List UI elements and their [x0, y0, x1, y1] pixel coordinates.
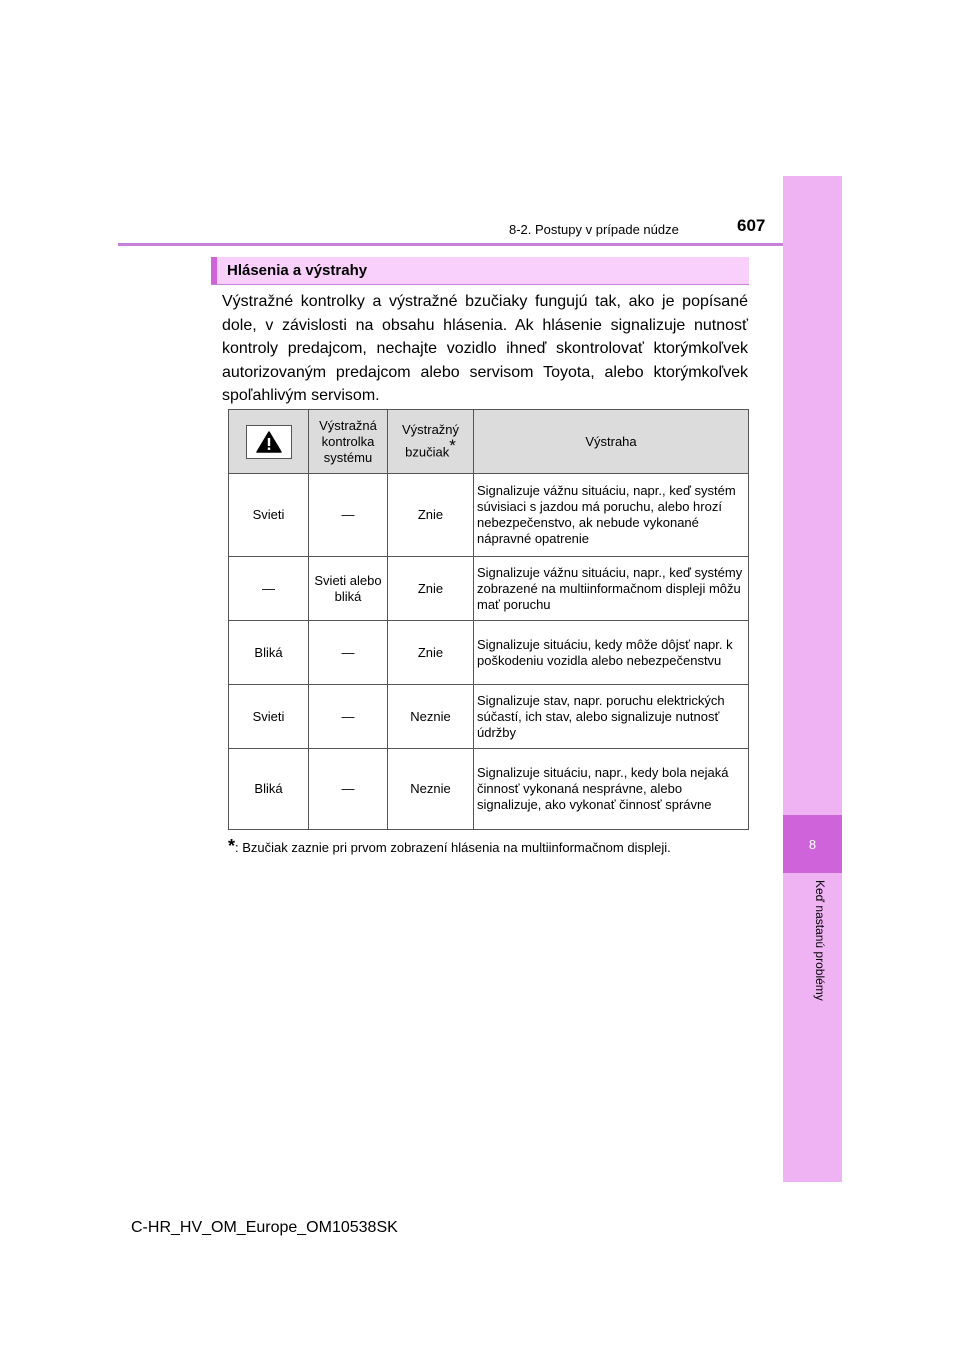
cell-warning: Signalizuje situáciu, kedy môže dôjsť napr. k poškodeniu vozidla alebo nebezpečenstvu — [474, 621, 749, 685]
cell-lamp: — — [309, 621, 388, 685]
header-icon-cell — [229, 410, 309, 474]
cell-buzzer: Neznie — [388, 749, 474, 830]
header-buzzer-mark: * — [449, 436, 456, 456]
cell-indicator: Bliká — [229, 621, 309, 685]
cell-lamp: — — [309, 474, 388, 557]
chapter-title: Keď nastanú problémy — [813, 880, 827, 1001]
table-row — [229, 474, 749, 557]
header-buzzer-label: Výstražný bzučiak — [401, 422, 460, 460]
section-bar — [211, 257, 217, 284]
chapter-number: 8 — [783, 815, 842, 873]
table-header-row — [229, 410, 749, 474]
cell-indicator: Svieti — [229, 474, 309, 557]
document-id: C-HR_HV_OM_Europe_OM10538SK — [131, 1219, 398, 1236]
cell-lamp: — — [309, 749, 388, 830]
footnote-mark: * — [228, 836, 236, 856]
table-row — [229, 557, 749, 621]
cell-buzzer: Neznie — [388, 685, 474, 749]
table-row — [229, 749, 749, 830]
footnote-text: : Bzučiak zaznie pri prvom zobrazení hlásenia na multiinformačnom displeji. — [235, 840, 671, 855]
header-system-lamp: Výstražná kontrolka systému — [309, 410, 388, 474]
header-warning: Výstraha — [474, 410, 749, 474]
cell-indicator: Bliká — [229, 749, 309, 830]
cell-buzzer: Znie — [388, 621, 474, 685]
side-tab — [783, 176, 842, 1182]
section-title: Hlásenia a výstrahy — [227, 262, 368, 279]
table-row — [229, 621, 749, 685]
cell-buzzer: Znie — [388, 557, 474, 621]
cell-warning: Signalizuje situáciu, napr., kedy bola nejaká činnosť vykonaná nesprávne, alebo signalizuje, ako vykonať činnosť správne — [474, 749, 749, 830]
intro-paragraph: Výstražné kontrolky a výstražné bzučiaky fungujú tak, ako je popísané dole, v závislosti na obsahu hlásenia. Ak hlásenie signalizuje nutnosť kontroly predajcom, nechajte vozidlo ihneď skontrolovať ktorýmkoľvek autorizovaným predajcom alebo servisom Toyota, alebo ktorýmkoľvek spoľahlivým servisom. — [222, 293, 748, 404]
warning-triangle-icon — [246, 425, 292, 459]
cell-lamp: Svieti alebo bliká — [309, 557, 388, 621]
header-buzzer — [388, 410, 474, 474]
running-head: 8-2. Postupy v prípade núdze — [509, 222, 679, 237]
cell-lamp: — — [309, 685, 388, 749]
cell-warning: Signalizuje vážnu situáciu, napr., keď systémy zobrazené na multiinformačnom displeji môžu mať poruchu — [474, 557, 749, 621]
warning-table — [228, 409, 749, 830]
cell-indicator: — — [229, 557, 309, 621]
header-rule — [118, 243, 783, 246]
page-number: 607 — [737, 216, 766, 235]
cell-warning: Signalizuje vážnu situáciu, napr., keď systém súvisiaci s jazdou má poruchu, alebo hrozí nebezpečenstvo, ak nebude vykonané nápravné opatrenie — [474, 474, 749, 557]
section-heading — [211, 257, 749, 285]
table-row — [229, 685, 749, 749]
cell-buzzer: Znie — [388, 474, 474, 557]
footnote — [228, 836, 671, 857]
cell-warning: Signalizuje stav, napr. poruchu elektrických súčastí, ich stav, alebo signalizuje nutnosť údržby — [474, 685, 749, 749]
cell-indicator: Svieti — [229, 685, 309, 749]
